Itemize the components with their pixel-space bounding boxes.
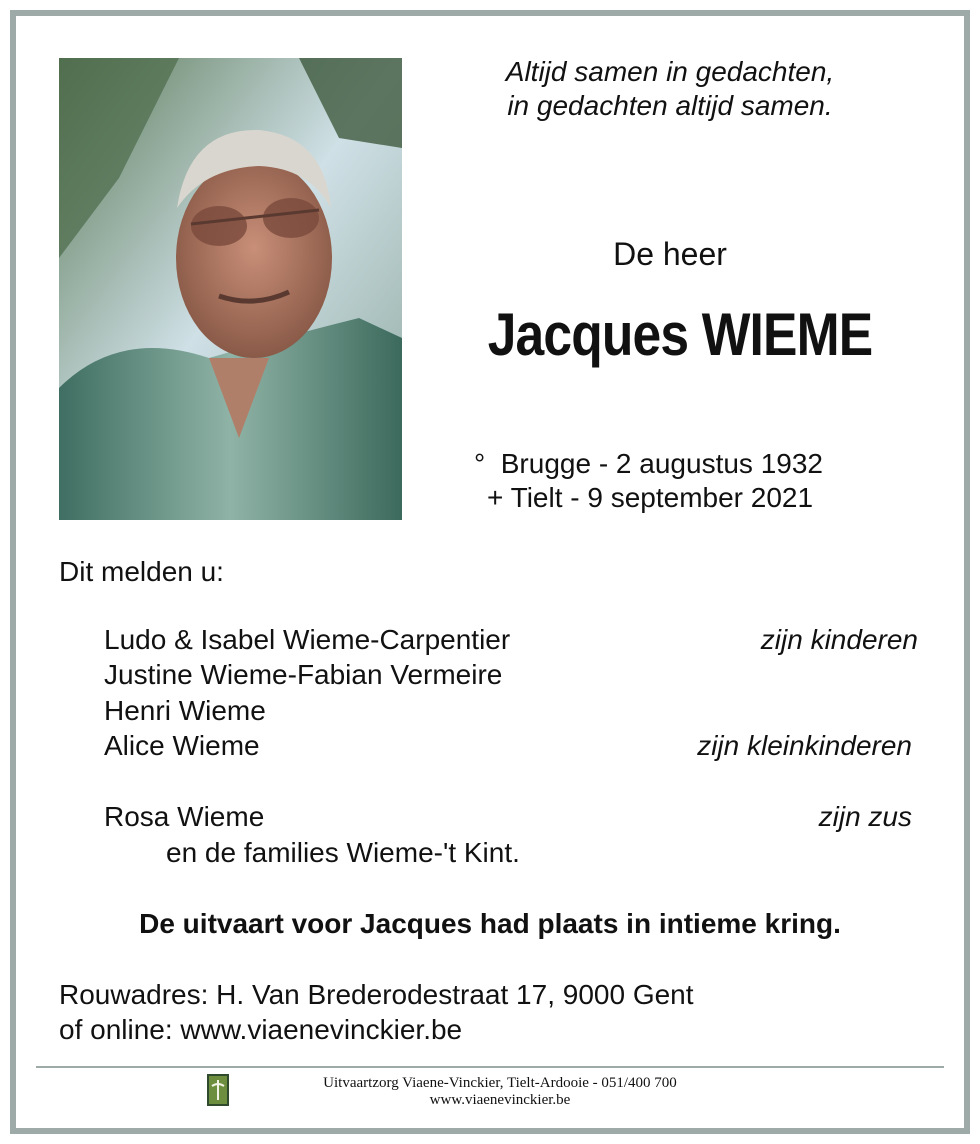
online-address[interactable]: of online: www.viaenevinckier.be	[59, 1014, 463, 1045]
portrait-photo	[59, 58, 402, 520]
motto-line-1: Altijd samen in gedachten,	[505, 56, 835, 87]
deceased-name: Jacques WIEME	[487, 301, 873, 368]
motto-line-2: in gedachten altijd samen.	[507, 90, 833, 121]
mourning-address: Rouwadres: H. Van Brederodestraat 17, 9000 Gent	[59, 979, 694, 1010]
funeral-notice: De uitvaart voor Jacques had plaats in intieme kring.	[139, 908, 841, 939]
footer-company: Uitvaartzorg Viaene-Vinckier, Tielt-Ardooie - 051/400 700	[323, 1075, 677, 1091]
mourner-name: Henri Wieme	[104, 695, 266, 726]
death-line: + Tielt - 9 september 2021	[487, 482, 814, 513]
announcement-intro: Dit melden u:	[59, 556, 224, 587]
funeral-home-logo-icon	[207, 1074, 229, 1106]
mourner-name: Justine Wieme-Fabian Vermeire	[104, 659, 503, 690]
mourner-name: Ludo & Isabel Wieme-Carpentier	[104, 624, 511, 655]
mourner-name: Alice Wieme	[104, 730, 260, 761]
mourner-relation: zijn kleinkinderen	[697, 730, 912, 761]
footer-website[interactable]: www.viaenevinckier.be	[429, 1092, 571, 1108]
mourner-name: Rosa Wieme	[104, 801, 265, 832]
mourner-name: en de families Wieme-'t Kint.	[166, 837, 520, 868]
birth-line: ° Brugge - 2 augustus 1932	[474, 448, 823, 479]
salutation: De heer	[613, 236, 727, 272]
mourner-relation: zijn kinderen	[760, 624, 918, 655]
footer-divider	[36, 1066, 944, 1068]
mourner-relation: zijn zus	[818, 801, 912, 832]
